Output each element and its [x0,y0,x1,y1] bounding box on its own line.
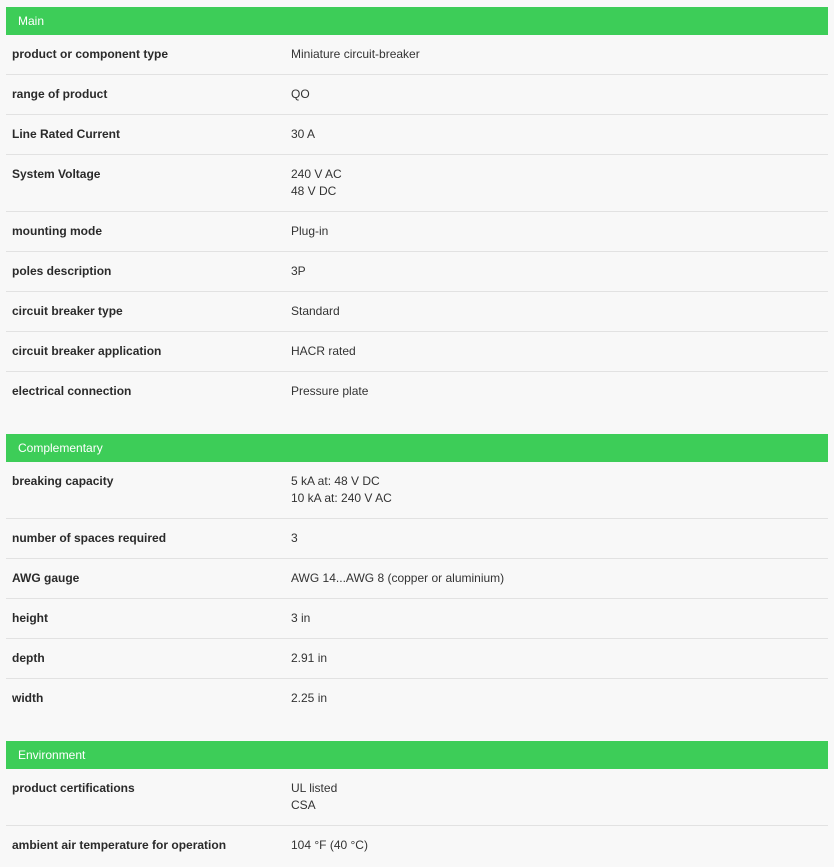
spec-sheet [6,7,828,866]
spec-row-mounting-mode [6,212,828,252]
spec-row-product-type [6,35,828,75]
spec-label: poles description [12,264,112,278]
spec-label: height [12,611,48,625]
spec-value: 2.91 in [291,651,328,665]
spec-label: mounting mode [12,224,102,238]
spec-row-breaker-type [6,292,828,332]
section-header-main: Main [6,7,828,35]
spec-value: 3 in [291,611,311,625]
spec-label: product certifications [12,781,135,795]
spec-label: number of spaces required [12,531,167,545]
spec-value: Miniature circuit-breaker [291,47,420,61]
spec-row-awg-gauge [6,559,828,599]
spec-value: AWG 14...AWG 8 (copper or aluminium) [291,571,505,585]
spec-value: 240 V AC 48 V DC [291,167,342,198]
section-gap [6,412,828,434]
spec-row-breaker-application [6,332,828,372]
spec-value: QO [291,87,310,101]
spec-row-system-voltage [6,155,828,212]
spec-value: Pressure plate [291,384,369,398]
spec-value: 2.25 in [291,691,328,705]
section-header-environment: Environment [6,741,828,769]
spec-row-certifications [6,769,828,826]
spec-label: AWG gauge [12,571,80,585]
spec-value: Standard [291,304,340,318]
spec-value: UL listed CSA [291,781,338,812]
spec-label: depth [12,651,45,665]
spec-label: electrical connection [12,384,132,398]
spec-row-rated-current [6,115,828,155]
spec-value: 3P [291,264,306,278]
spec-value: 30 A [291,127,316,141]
spec-label: width [12,691,44,705]
spec-row-depth [6,639,828,679]
spec-value: 5 kA at: 48 V DC 10 kA at: 240 V AC [291,474,392,505]
spec-row-width [6,679,828,719]
section-header-complementary: Complementary [6,434,828,462]
spec-row-height [6,599,828,639]
spec-row-breaking-capacity [6,462,828,519]
spec-row-range [6,75,828,115]
spec-label: range of product [12,87,108,101]
spec-row-spaces-required [6,519,828,559]
spec-label: circuit breaker type [12,304,123,318]
section-gap [6,719,828,741]
spec-value: 104 °F (40 °C) [291,838,368,852]
spec-value: 3 [291,531,298,545]
spec-label: ambient air temperature for operation [12,838,227,852]
spec-value: HACR rated [291,344,356,358]
spec-value: Plug-in [291,224,329,238]
spec-label: Line Rated Current [12,127,121,141]
spec-row-poles [6,252,828,292]
spec-label: System Voltage [12,167,101,181]
spec-row-electrical-connection [6,372,828,412]
spec-label: breaking capacity [12,474,114,488]
spec-row-ambient-temperature [6,826,828,866]
spec-label: circuit breaker application [12,344,162,358]
spec-label: product or component type [12,47,168,61]
